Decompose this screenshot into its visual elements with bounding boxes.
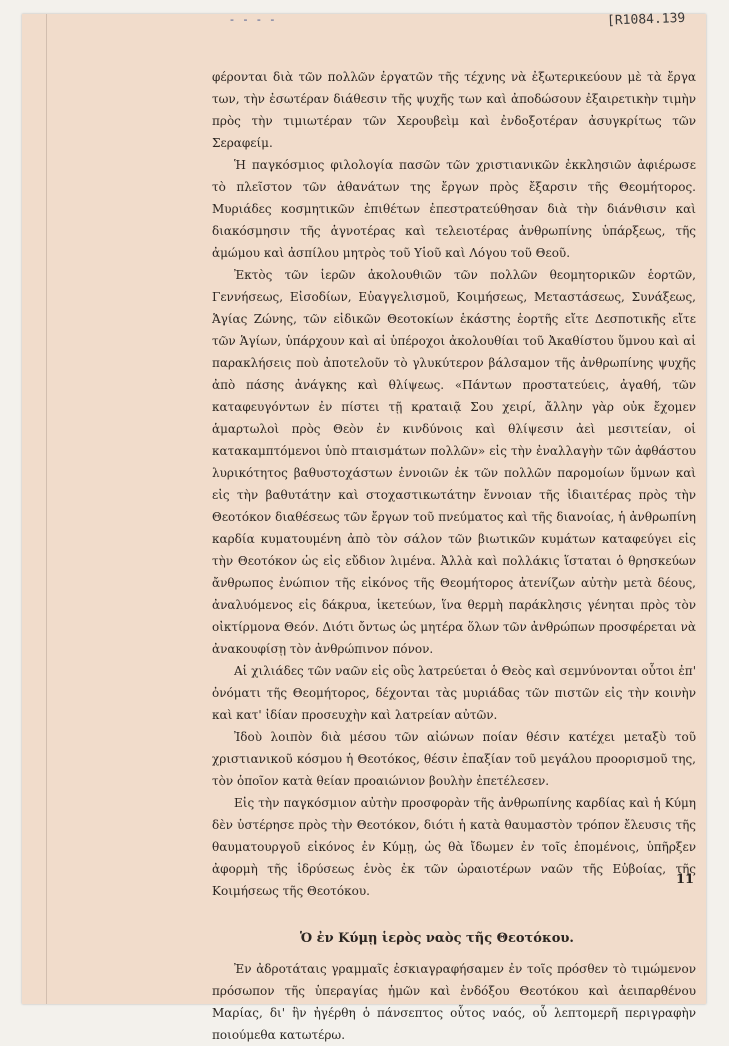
section-heading: Ὁ ἐν Κύμῃ ἱερὸς ναὸς τῆς Θεοτόκου. [300, 931, 574, 946]
top-marks: - - - - [230, 13, 278, 26]
paragraph-4: Αἱ χιλιάδες τῶν ναῶν εἰς οὓς λατρεύεται ὁ Θεὸς καὶ σεμνύνονται οὗτοι ἐπ' ὀνόματι τῆς Θεομήτορος, δέχονται τὰς μυριάδας τῶν πιστῶν εἰς τὴν κοινὴν καὶ κατ' ἰδίαν προσευχὴν καὶ λατρείαν αὐτῶν. [212, 664, 696, 722]
paragraph-2: Ἡ παγκόσμιος φιλολογία πασῶν τῶν χριστιανικῶν ἐκκλησιῶν ἀφιέρωσε τὸ πλεῖστον τῶν ἀθανάτων της ἔργων πρὸς ἔξαρσιν τῆς Θεομήτορος. Μυριάδες κοσμητικῶν ἐπιθέτων ἐπεστρατεύθησαν διὰ τὴν διάνθισιν καὶ διακόσμησιν τῆς ἁγνοτέρας καὶ τελειοτέρας ἀνθρωπίνης ὑπάρξεως, τῆς ἀμώμου καὶ ἀσπίλου μητρὸς τοῦ Υἱοῦ καὶ Λόγου τοῦ Θεοῦ. [212, 158, 696, 260]
page-fold-line [46, 14, 47, 1004]
closing-paragraph: Ἐν ἀδροτάταις γραμμαῖς ἐσκιαγραφήσαμεν ἐν τοῖς πρόσθεν τὸ τιμώμενον πρόσωπον τῆς ὑπεραγίας ἡμῶν καὶ ἐνδόξου Θεοτόκου καὶ ἀειπαρθένου Μαρίας, δι' ἣν ἠγέρθη ὁ πάνσεπτος οὗτος ναός, οὗ λεπτομερῆ περιγραφὴν ποιούμεθα κατωτέρω. [212, 962, 696, 1042]
paragraph-3: Ἐκτὸς τῶν ἱερῶν ἀκολουθιῶν τῶν πολλῶν θεομητορικῶν ἑορτῶν, Γεννήσεως, Εἰσοδίων, Εὐαγγελισμοῦ, Κοιμήσεως, Μεταστάσεως, Συνάξεως, Ἁγίας Ζώνης, τῶν εἰδικῶν Θεοτοκίων ἑκάστης ἑορτῆς εἴτε Δεσποτικῆς εἴτε τῶν Ἁγίων, ὑπάρχουν καὶ αἱ ὑπέροχοι ἀκολουθίαι τοῦ Ἀκαθίστου ὕμνου καὶ αἱ παρακλήσεις ποὺ ἀποτελοῦν τὸ γλυκύτερον βάλσαμον τῆς ἀνθρωπίνης ψυχῆς ἀπὸ πάσης ἀνάγκης καὶ θλίψεως. «Πάντων προστατεύεις, ἀγαθή, τῶν καταφευγόντων ἐν πίστει τῇ κραταιᾷ Σου χειρί, ἄλλην γὰρ οὐκ ἔχομεν ἁμαρτωλοὶ πρὸς Θεὸν ἐν κινδύνοις καὶ θλίψεσιν ἀεὶ μεσιτείαν, οἱ κατακαμπτόμενοι ὑπὸ πταισμάτων πολλῶν» εἰς τὴν ἐναλλαγὴν τῶν ἀφθάστου λυρικότητος βαθυστοχάστων ἐννοιῶν ἐκ τῶν πολλῶν παρομοίων ὕμνων καὶ εἰς τὴν βαθυτάτην καὶ στοχαστικωτάτην ἔννοιαν τῆς ἰδιαιτέρας πρὸς τὴν Θεοτόκον διαθέσεως τῶν ἔργων τοῦ πνεύματος καὶ τῆς διανοίας, ἡ ἀνθρωπίνη καρδία κυματουμένη ἀπὸ τὸν σάλον τῶν βιωτικῶν κυμάτων καταφεύγει εἰς τὴν Θεοτόκον ὡς εἰς εὔδιον λιμένα. Ἀλλὰ καὶ πολλάκις ἵσταται ὁ θρησκεύων ἄνθρωπος ἐνώπιον τῆς εἰκόνος τῆς Θεομήτορος ἀτενίζων αὐτὴν μετὰ δέους, ἀναλυόμενος εἰς δάκρυα, ἱκετεύων, ἵνα θερμὴ παράκλησις γένηται πρὸς τὸν οἰκτίρμονα Θεόν. Διότι ὄντως ὡς μητέρα ὅλων τῶν ἀνθρώπων προσφέρεται νὰ ἀνακουφίσῃ τὸν ἀνθρώπινον πόνον. [212, 268, 696, 656]
handwritten-reference: [R1084.139 [606, 10, 686, 29]
paragraph-5: Ἰδοὺ λοιπὸν διὰ μέσου τῶν αἰώνων ποίαν θέσιν κατέχει μεταξὺ τοῦ χριστιανικοῦ κόσμου ἡ Θεοτόκος, θέσιν ἐπαξίαν τοῦ μεγάλου προορισμοῦ της, τὸν ὁποῖον κατὰ θείαν προαιώνιον βουλὴν ἐπετέλεσεν. [212, 730, 696, 788]
paragraph-1: φέρονται διὰ τῶν πολλῶν ἐργατῶν τῆς τέχνης νὰ ἐξωτερικεύουν μὲ τὰ ἔργα των, τὴν ἐσωτέραν διάθεσιν τῆς ψυχῆς των καὶ ἀποδώσουν ἐξαιρετικὴν τιμὴν πρὸς τὴν τιμιωτέραν τῶν Χερουβεὶμ καὶ ἐνδοξοτέραν ἀσυγκρίτως τῶν Σεραφείμ. [212, 70, 696, 150]
paragraph-6: Εἰς τὴν παγκόσμιον αὐτὴν προσφορὰν τῆς ἀνθρωπίνης καρδίας καὶ ἡ Κύμη δὲν ὑστέρησε πρὸς τὴν Θεοτόκον, διότι ἡ κατὰ θαυμαστὸν τρόπον ἔλευσις τῆς θαυματουργοῦ εἰκόνος ἐν Κύμῃ, ὡς θὰ ἴδωμεν ἐν τοῖς ἑπομένοις, ὑπῆρξεν ἀφορμὴ τῆς ἱδρύσεως ἑνὸς ἐκ τῶν ὡραιοτέρων ναῶν τῆς Εὐβοίας, τῆς Κοιμήσεως τῆς Θεοτόκου. [212, 796, 696, 898]
body-text [212, 66, 696, 1046]
page-number: 11 [676, 872, 695, 887]
